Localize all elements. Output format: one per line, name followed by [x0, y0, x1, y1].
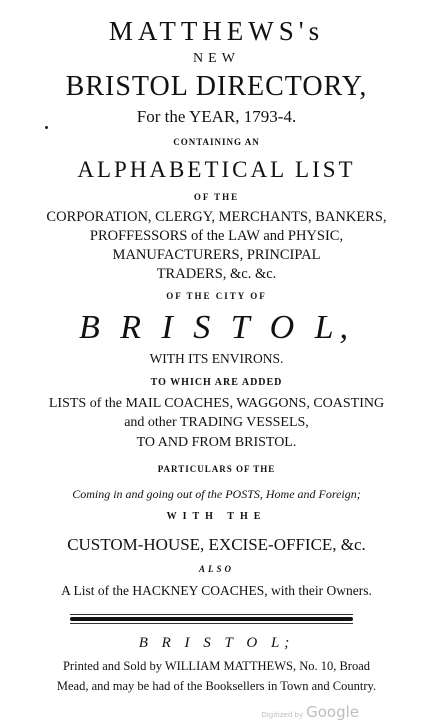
new-label: NEW: [193, 51, 240, 66]
contents-line-4: TRADERS, &c. &c.: [156, 266, 277, 282]
imprint-line-1: Printed and Sold by WILLIAM MATTHEWS, No. 10, Broad: [62, 659, 371, 673]
posts-line: Coming in and going out of the POSTS, Home and Foreign;: [72, 487, 361, 501]
publisher-name: MATTHEWS's: [108, 16, 325, 46]
google-logo: Google: [306, 703, 359, 721]
also-label: ALSO: [198, 564, 234, 574]
imprint-line-2: Mead, and may be had of the Booksellers in Town and Country.: [56, 679, 377, 693]
lists-line-3: TO AND FROM BRISTOL.: [136, 435, 297, 450]
digitized-label: Digitized by: [261, 711, 304, 719]
contents-line-2: PROFFESSORS of the LAW and PHYSIC,: [89, 228, 344, 244]
containing-label: CONTAINING AN: [173, 137, 260, 147]
lists-line-1: LISTS of the MAIL COACHES, WAGGONS, COASTING: [48, 396, 385, 411]
contents-line-3: MANUFACTURERS, PRINCIPAL: [112, 247, 321, 263]
digitized-watermark: [261, 704, 359, 720]
ink-speck: [45, 126, 48, 129]
of-the-label: OF THE: [193, 192, 240, 202]
added-label: TO WHICH ARE ADDED: [150, 377, 283, 388]
city-name: B R I S T O L,: [78, 309, 355, 346]
contents-line-1: CORPORATION, CLERGY, MERCHANTS, BANKERS,: [46, 209, 387, 225]
environs-line: WITH ITS ENVIRONS.: [149, 351, 284, 366]
rule-bottom-thin: [70, 623, 353, 624]
customs-line: CUSTOM-HOUSE, EXCISE-OFFICE, &c.: [67, 535, 366, 554]
of-the-city-label: OF THE CITY OF: [166, 291, 267, 301]
particulars-label: PARTICULARS OF THE: [157, 464, 276, 474]
alphabetical-list: ALPHABETICAL LIST: [77, 157, 356, 182]
rule-top-thin: [70, 614, 353, 615]
hackney-line: A List of the HACKNEY COACHES, with their Owners.: [61, 583, 372, 598]
year-line: For the YEAR, 1793-4.: [136, 107, 297, 126]
directory-title: BRISTOL DIRECTORY,: [65, 71, 368, 102]
lists-line-2: and other TRADING VESSELS,: [124, 415, 309, 430]
with-the-label: WITH THE: [166, 511, 267, 522]
imprint-city: B R I S T O L;: [138, 635, 295, 651]
thick-rule: [70, 617, 353, 621]
